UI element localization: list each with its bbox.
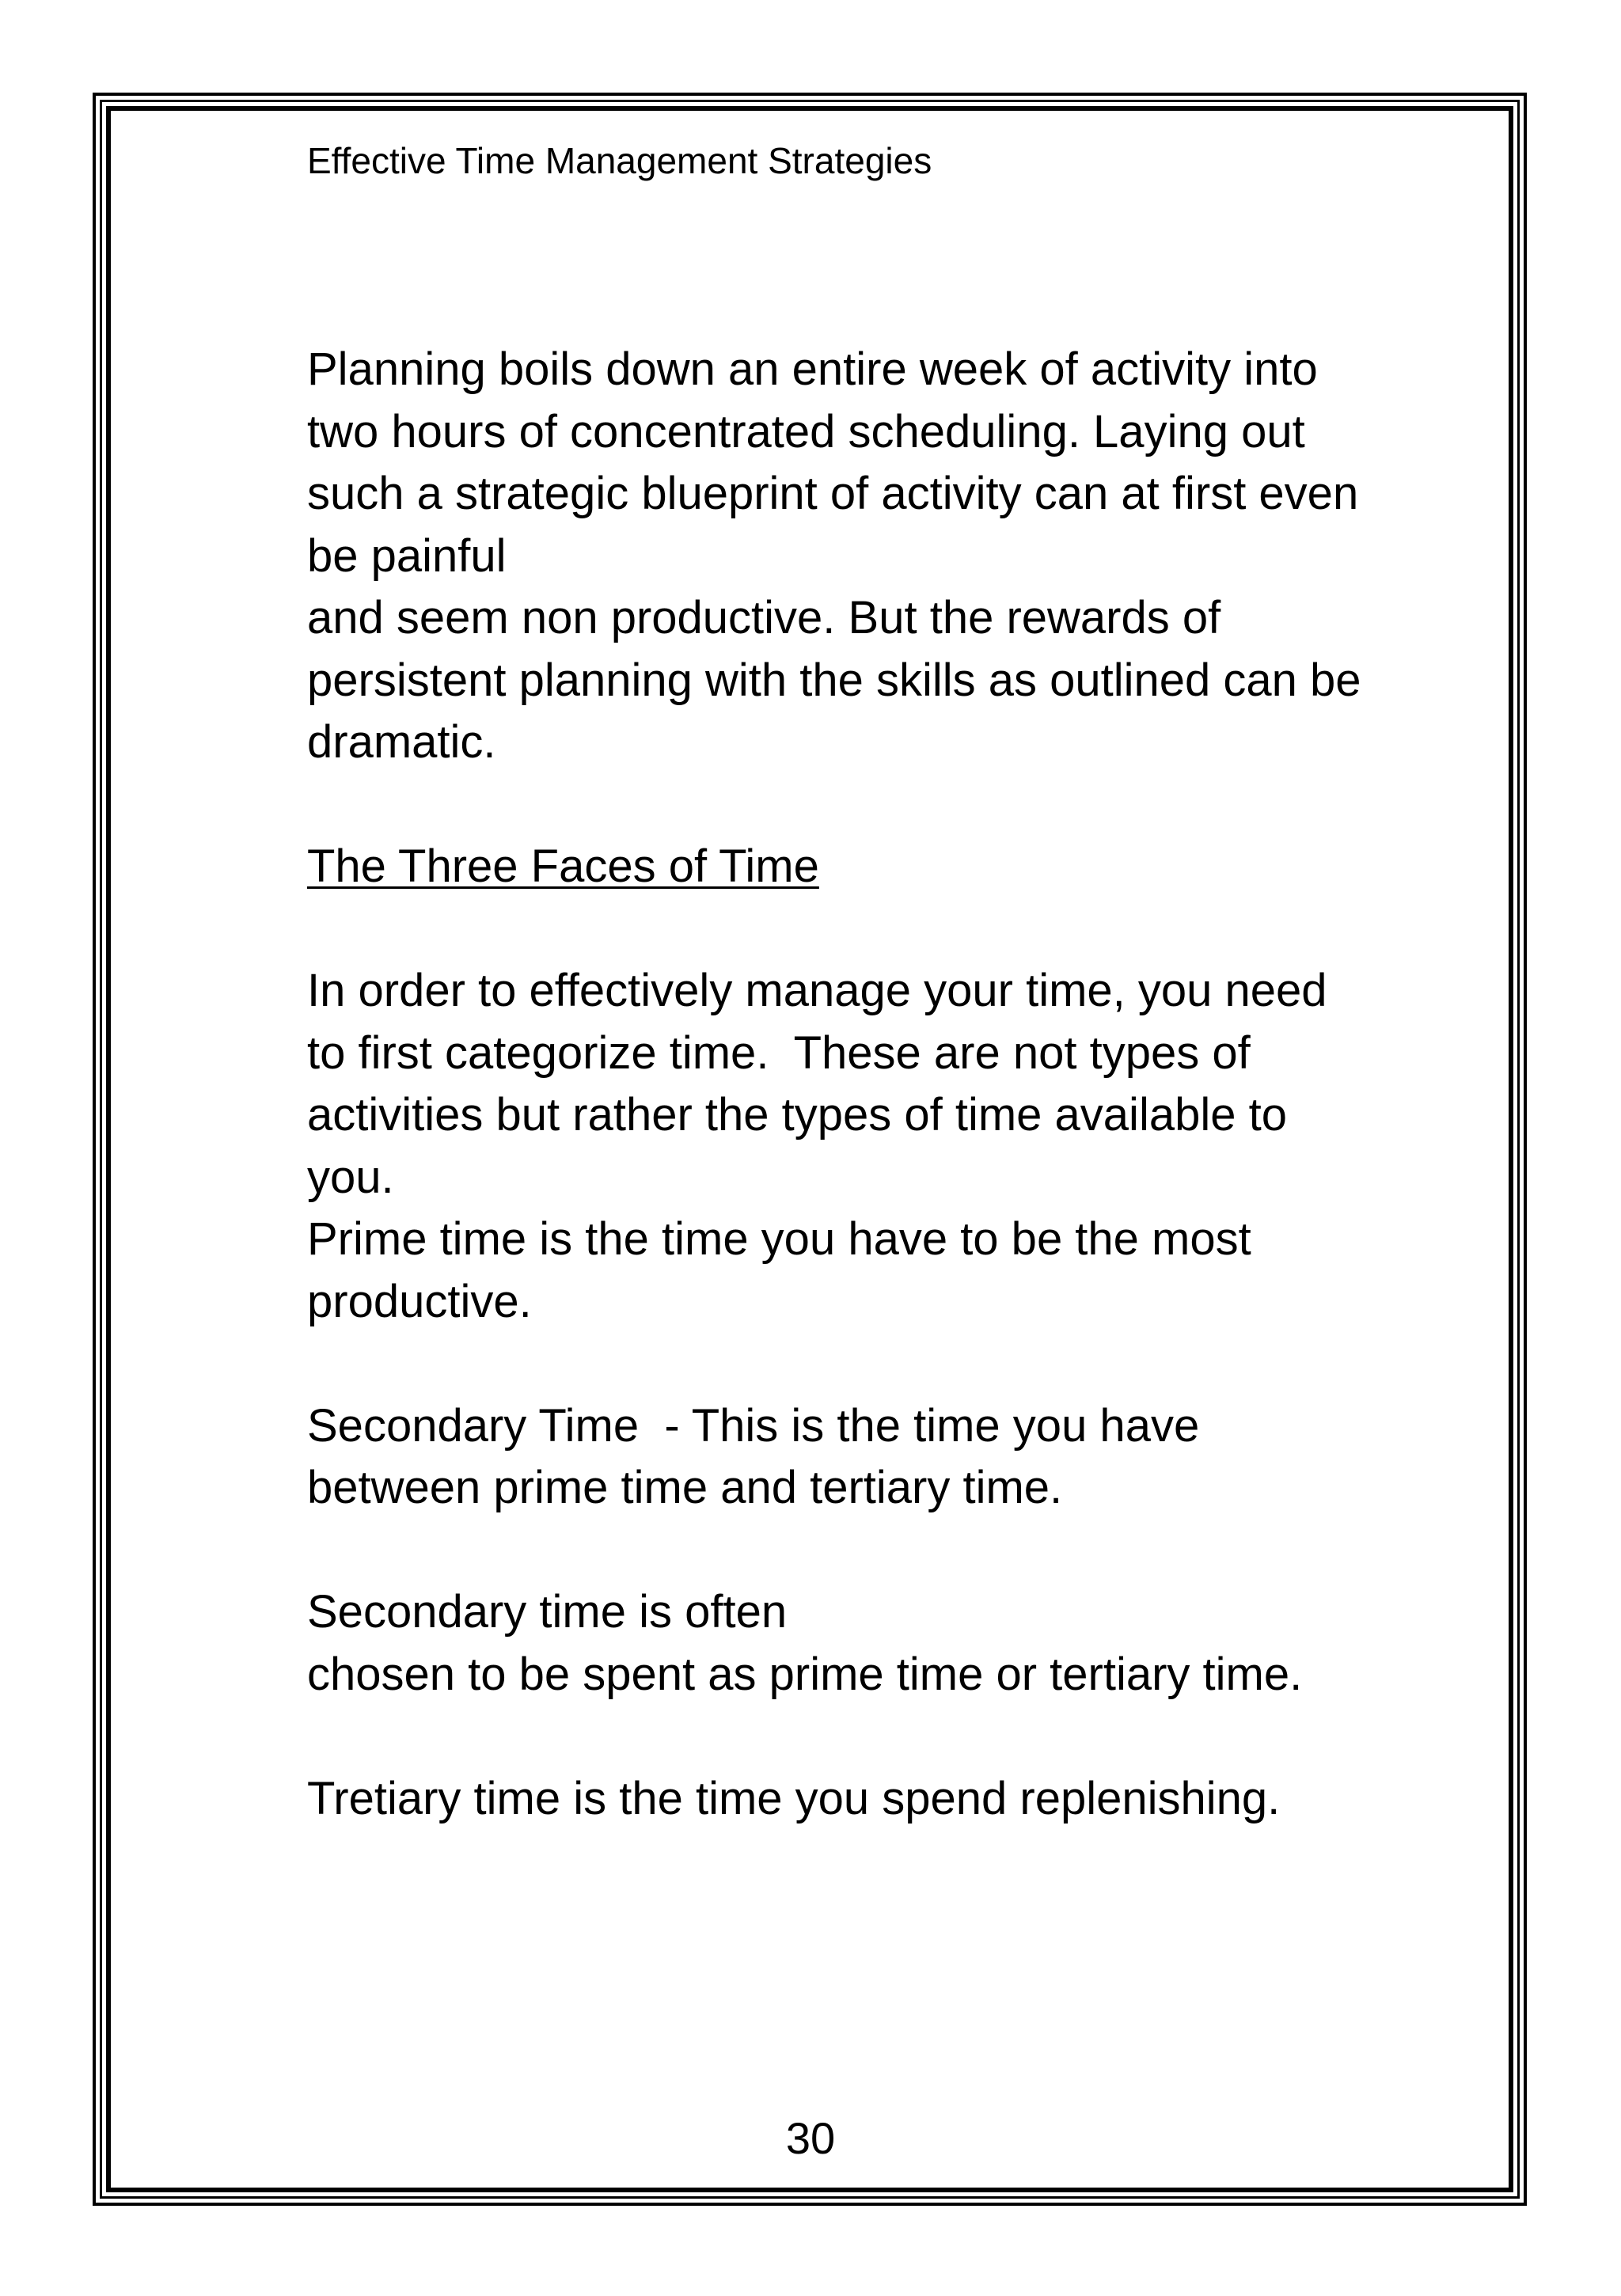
paragraph-secondary-often [307,1581,1431,1706]
text-line: you. [307,1151,394,1203]
page-number: 30 [785,2113,836,2163]
text-line: between prime time and tertiary time. [307,1462,1063,1513]
text-line: two hours of concentrated scheduling. Laying out [307,405,1305,457]
paragraph-tertiary-time [307,1768,1431,1831]
paragraph-spacer [307,1333,1431,1395]
text-line: be painful [307,529,507,582]
paragraph-spacer [307,898,1431,961]
running-header: Effective Time Management Strategies [307,140,932,181]
text-line: In order to effectively manage your time, you need [307,965,1327,1016]
text-line: to first categorize time. These are not types of [307,1027,1251,1079]
text-line: Planning boils down an entire week of activity into [307,343,1318,395]
page-content [307,339,1431,1830]
text-line: Secondary Time - This is the time you have [307,1399,1200,1452]
text-line: chosen to be spent as prime time or tertiary time. [307,1648,1303,1700]
paragraph-secondary-time [307,1395,1431,1520]
paragraph-categorize-time [307,960,1431,1333]
paragraph-planning [307,339,1431,774]
text-line: productive. [307,1275,532,1327]
paragraph-spacer [307,774,1431,837]
paragraph-spacer [307,1520,1431,1582]
text-line: Secondary time is often [307,1586,788,1638]
text-line: Tretiary time is the time you spend replenishing. [307,1772,1281,1824]
text-line: such a strategic blueprint of activity can at first even [307,468,1359,519]
text-line: persistent planning with the skills as outlined can be [307,654,1361,706]
section-heading: The Three Faces of Time [307,841,819,892]
paragraph-spacer [307,1706,1431,1768]
text-line: activities but rather the types of time available to [307,1089,1287,1140]
text-line: Prime time is the time you have to be the most [307,1213,1251,1265]
text-line: and seem non productive. But the rewards of [307,592,1221,643]
text-line: dramatic. [307,716,496,768]
